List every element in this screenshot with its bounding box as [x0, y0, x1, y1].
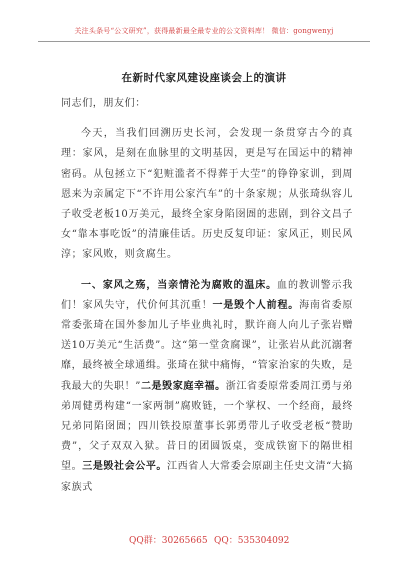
paragraph-gap: [61, 114, 353, 124]
point-heading-3: 三是毁社会公平。: [82, 461, 168, 473]
salutation: 同志们，朋友们：: [61, 98, 146, 109]
qq-group: QQ群：30265665: [129, 536, 208, 546]
point-heading-1: 一是毁个人前程。: [212, 299, 300, 311]
paragraph-2: [61, 276, 353, 498]
body-text: 江西省人大常委会原副主任史文清“大搞家族式: [61, 461, 353, 493]
paragraph-gap: [61, 266, 353, 276]
document-body: [61, 94, 353, 498]
header-divider: [38, 41, 370, 42]
point-heading-2: 二是毁家庭幸福。: [140, 380, 226, 392]
page-title: 在新时代家风建设座谈会上的演讲: [121, 72, 287, 84]
qq-number: QQ：535304092: [214, 536, 290, 546]
body-text: 海南省委原常委张琦在国外参加儿子毕业典礼时，默许商人向儿子张岩赠送10万美元“生活费”。这“第一堂贪腐课”，让张岩从此沉溺奢靡，最终被全球通缉。张琦在狱中痛悔，“管家治家的失败，是我最大的失职！”: [61, 299, 353, 392]
body-text: 血的教训警示我们！家风失守，代价何其沉重！: [61, 279, 353, 311]
footer-contact: [0, 533, 408, 545]
paragraph-1: 今天，当我们回溯历史长河，会发现一条贯穿古今的真理：家风，是刻在血脉里的文明基因，更是写在国运中的精神密码。从包拯立下“犯赃滥者不得葬于大茔”的铮铮家训，到周恩来为亲属定下“不许用公家汽车”的十条家规；从张琦纵容儿子收受老板10万美元，最终全家身陷囹圄的悲剧，到谷文昌子女“靠本事吃饭”的清廉佳话。历史反复印证：家风正，则民风淳；家风败，则贪腐生。: [61, 128, 353, 261]
body-text: 浙江省委原常委周江勇与弟弟周健勇构建“一家两制”腐败链，一个掌权、一个经商，最终兄弟同陷囹圄；四川铁投原董事长郭勇带儿子收受老板“赞助费”，父子双双入狱。昔日的团圆饭桌，变成铁窗下的隔世相望。: [61, 380, 353, 473]
top-notice: 关注头条号“公文研究”，获得最新最全最专业的公文资料库！ 微信：gongwenyj: [74, 27, 334, 35]
section-heading: 一、家风之殇，当亲情沦为腐败的温床。: [81, 279, 278, 291]
